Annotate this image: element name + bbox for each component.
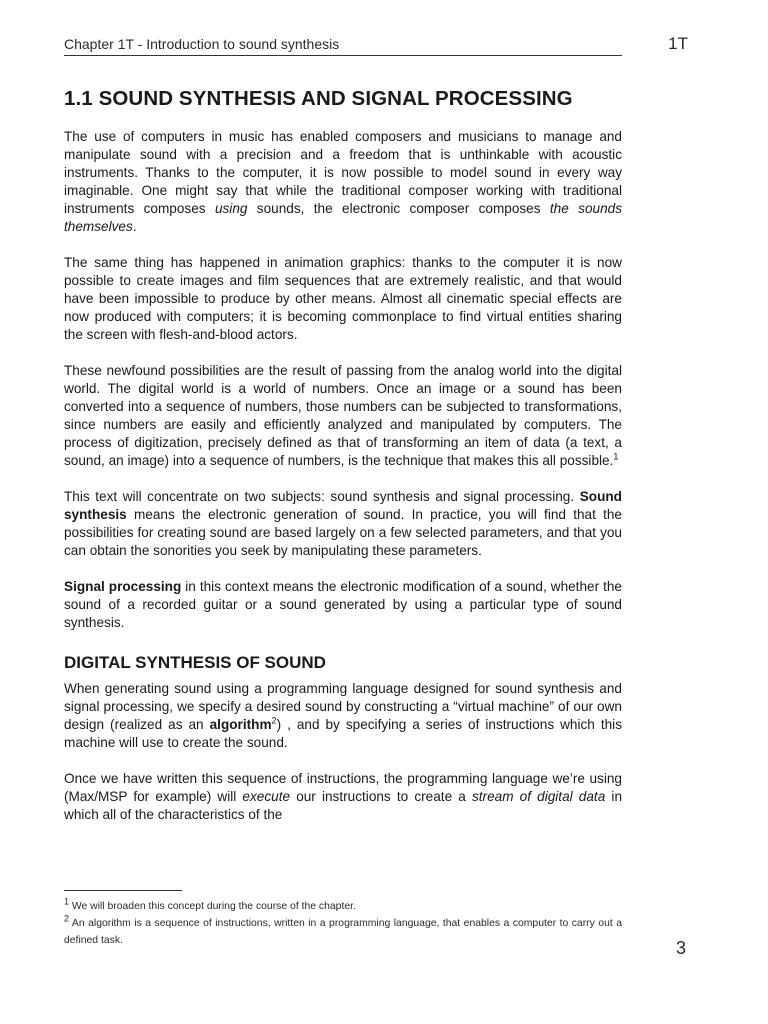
paragraph-virtual-machine: When generating sound using a programming language designed for sound synthesis and signal processing, we specify a desired sound by constructing a “virtual machine” of our own design (realized as an algorithm$^2$) , and by specifying a series of instructions which this machine will use to create the sound.: [64, 681, 622, 750]
running-head: Chapter 1T - Introduction to sound synthesis: [64, 33, 622, 56]
section-title: 1.1 SOUND SYNTHESIS AND SIGNAL PROCESSING: [64, 87, 573, 110]
page-number: 3: [675, 938, 686, 958]
paragraph-instructions: Once we have written this sequence of instructions, the programming language we’re using (Max/MSP for example) will execute our instructions to create a stream of digital data in which all of the characteristics of the: [64, 771, 623, 822]
paragraph-intro: The use of computers in music has enabled composers and musicians to manage and manipulate sound with a precision and a freedom that is unthinkable with acoustic instruments. Thanks to the computer, it is now possible to model sound in every way imaginable. One might say that while the traditional composer working with traditional instruments composes using sounds, the electronic composer composes the sounds themselves.: [64, 129, 622, 234]
paragraph-animation: The same thing has happened in animation graphics: thanks to the computer it is now possible to create images and film sequences that are extremely realistic, and that would have been impossible to produce by other means. Almost all cinematic special effects are now produced with computers; it is becoming commonplace to find virtual entities sharing the screen with flesh-and-blood actors.: [64, 255, 622, 342]
footnote-2: $^2$ An algorithm is a sequence of instructions, written in a programming language, that enables a computer to carry out a defined task.: [64, 913, 622, 946]
footnote-ref-2: 2: [271, 715, 277, 726]
page-body: [64, 84, 622, 842]
footnote-1: $^1$ We will broaden this concept during the course of the chapter.: [64, 896, 356, 912]
footnote-ref-1: 1: [613, 451, 619, 462]
subsection-title: DIGITAL SYNTHESIS OF SOUND: [64, 653, 326, 672]
footnote-divider: [64, 890, 182, 891]
paragraph-sound-synthesis: This text will concentrate on two subjects: sound synthesis and signal processing. Sound synthesis means the electronic generation of sound. In practice, you will find that the possibilities for creating sound are based largely on a few selected parameters, and that you can obtain the sonorities you seek by manipulating these parameters.: [64, 489, 622, 558]
chapter-code: 1T: [668, 34, 688, 53]
footnotes: [64, 890, 622, 949]
paragraph-signal-processing: Signal processing in this context means the electronic modification of a sound, whether the sound of a recorded guitar or a sound generated by using a particular type of sound synthesis.: [64, 579, 622, 630]
paragraph-digital: These newfound possibilities are the result of passing from the analog world into the digital world. The digital world is a world of numbers. Once an image or a sound has been converted into a sequence of numbers, those numbers can be subjected to transformations, since numbers are easily and efficiently analyzed and manipulated by computers. The process of digitization, precisely defined as that of transforming an item of data (a text, a sound, an image) into a sequence of numbers, is the technique that makes this all possible.$^1$: [64, 363, 622, 468]
